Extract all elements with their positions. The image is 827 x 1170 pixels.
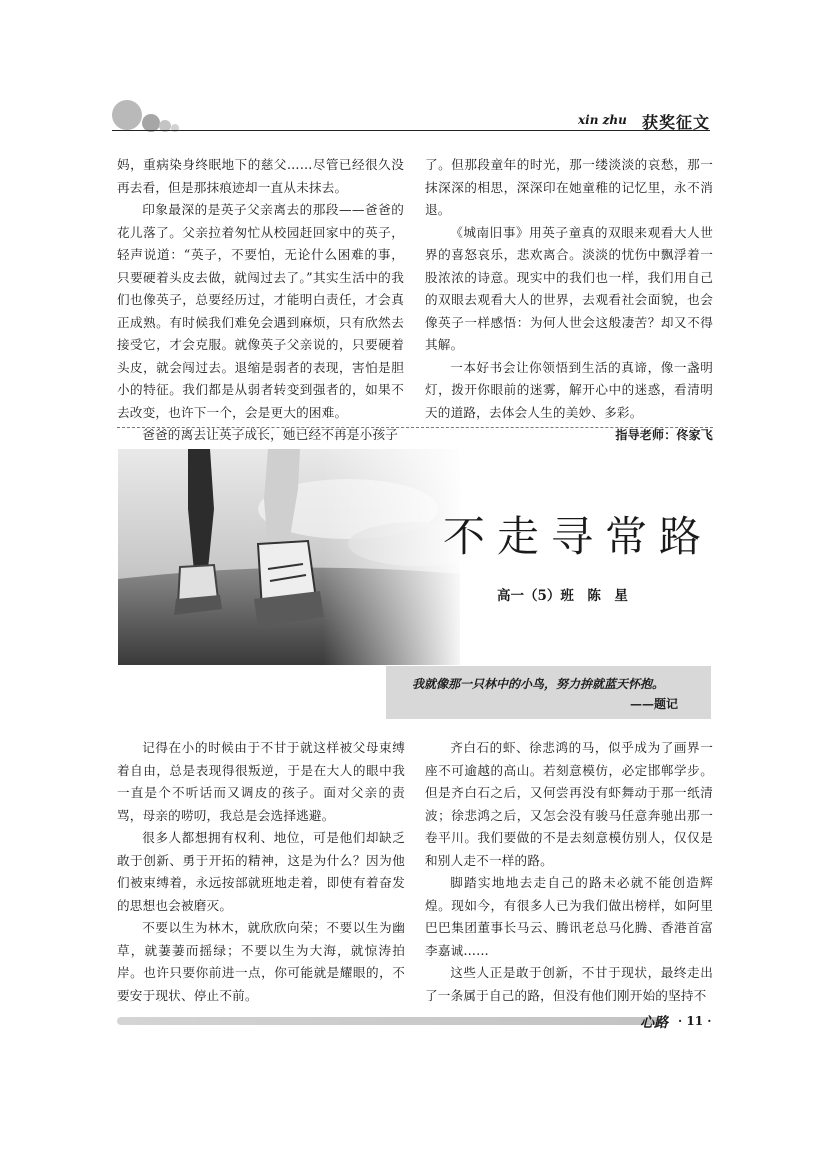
paragraph: 齐白石的虾、徐悲鸿的马，似乎成为了画界一座不可逾越的高山。若刻意模仿，必定邯郸学步。但是齐白石之后，又何尝再没有虾舞动于那一纸清波；徐悲鸿之后，又怎会没有骏马任意奔驰出那一卷平川。我们要做的不是去刻意模仿别人，仅仅是和别人走不一样的路。 bbox=[425, 740, 713, 868]
paragraph: 印象最深的是英子父亲离去的那段——爸爸的花儿落了。父亲拉着匆忙从校园赶回家中的英子，轻声说道：“英子，不要怕，无论什么困难的事，只要硬着头皮去做，就闯过去了。”其实生活中的我们也像英子，总要经历过，才能明白责任，才会真正成熟。有时候我们难免会遇到麻烦，只有欣然去接受它，才会克服。就像英子父亲说的，只要硬着头皮，就会闯过去。退缩是弱者的表现，害怕是胆小的特征。我们都是从弱者转变到强者的，如果不去改变，也许下一个，会是更大的困难。 bbox=[117, 202, 404, 420]
epigraph-text: 我就像那一只林中的小鸟，努力拚就蓝天怀抱。 bbox=[412, 677, 665, 691]
header-latin: xin zhu bbox=[578, 113, 627, 127]
author-byline: 高一（5）班 陈 星 bbox=[497, 588, 628, 604]
paragraph: 脚踏实地地去走自己的路未必就不能创造辉煌。现如今，有很多人已为我们做出榜样，如阿里巴巴集团董事长马云、腾讯老总马化腾、香港首富李嘉诚…… bbox=[425, 875, 713, 958]
top-right-column bbox=[425, 154, 713, 447]
paragraph: 《城南旧事》用英子童真的双眼来观看大人世界的喜怒哀乐，悲欢离合。淡淡的忧伤中飘浮着一股浓浓的诗意。现实中的我们也一样，我们用自己的双眼去观看大人的世界，去观看社会面貌，也会像英子一样感悟：为何人世会这般凄苦？却又不得其解。 bbox=[425, 224, 713, 352]
paragraph: 不要以生为林木，就欣欣向荣；不要以生为幽草，就萋萋而摇绿；不要以生为大海，就惊涛拍岸。也许只要你前进一点，你可能就是耀眼的，不要安于现状、停止不前。 bbox=[117, 920, 405, 1003]
article-left-column bbox=[117, 737, 405, 1007]
page-number: · 11 · bbox=[678, 1014, 712, 1028]
paragraph: 这些人正是敢于创新，不甘于现状，最终走出了一条属于自己的路，但没有他们刚开始的坚持不 bbox=[425, 965, 713, 1003]
footer-bar bbox=[117, 1017, 662, 1025]
paragraph: 爸爸的离去让英子成长，她已经不再是小孩子 bbox=[142, 427, 399, 442]
paragraph: 妈，重病染身终眠地下的慈父……尽管已经很久没再去看，但是那抹痕迹却一直从未抹去。 bbox=[117, 157, 404, 195]
advisor-credit: 指导老师：佟家飞 bbox=[615, 428, 713, 442]
article-title: 不走寻常路 bbox=[443, 512, 714, 561]
epigraph-source: ——题记 bbox=[630, 697, 679, 711]
circle-ornament-icon bbox=[112, 100, 142, 130]
header-rule bbox=[112, 130, 710, 131]
footer-brand: 心路 bbox=[640, 1015, 668, 1031]
running-feet-photo bbox=[118, 449, 460, 665]
top-left-column bbox=[117, 154, 404, 447]
section-divider bbox=[117, 427, 713, 428]
column-title: 获奖征文 bbox=[642, 113, 711, 132]
header-decoration bbox=[112, 100, 192, 140]
paragraph: 很多人都想拥有权利、地位，可是他们却缺乏敢于创新、勇于开拓的精神，这是为什么？因为他们被束缚着，永远按部就班地走着，即使有着奋发的思想也会被磨灭。 bbox=[117, 830, 405, 913]
paragraph: 了。但那段童年的时光，那一缕淡淡的哀愁，那一抹深深的相思，深深印在她童稚的记忆里，永不消退。 bbox=[425, 157, 713, 217]
paragraph: 记得在小的时候由于不甘于就这样被父母束缚着自由，总是表现得很叛逆，于是在大人的眼中我一直是个不听话而又调皮的孩子。面对父亲的责骂，母亲的唠叨，我总是会选择逃避。 bbox=[117, 740, 405, 823]
article-right-column bbox=[425, 737, 713, 1007]
paragraph: 一本好书会让你领悟到生活的真谛，像一盏明灯，拨开你眼前的迷雾，解开心中的迷惑，看清明天的道路，去体会人生的美妙、多彩。 bbox=[425, 359, 713, 420]
